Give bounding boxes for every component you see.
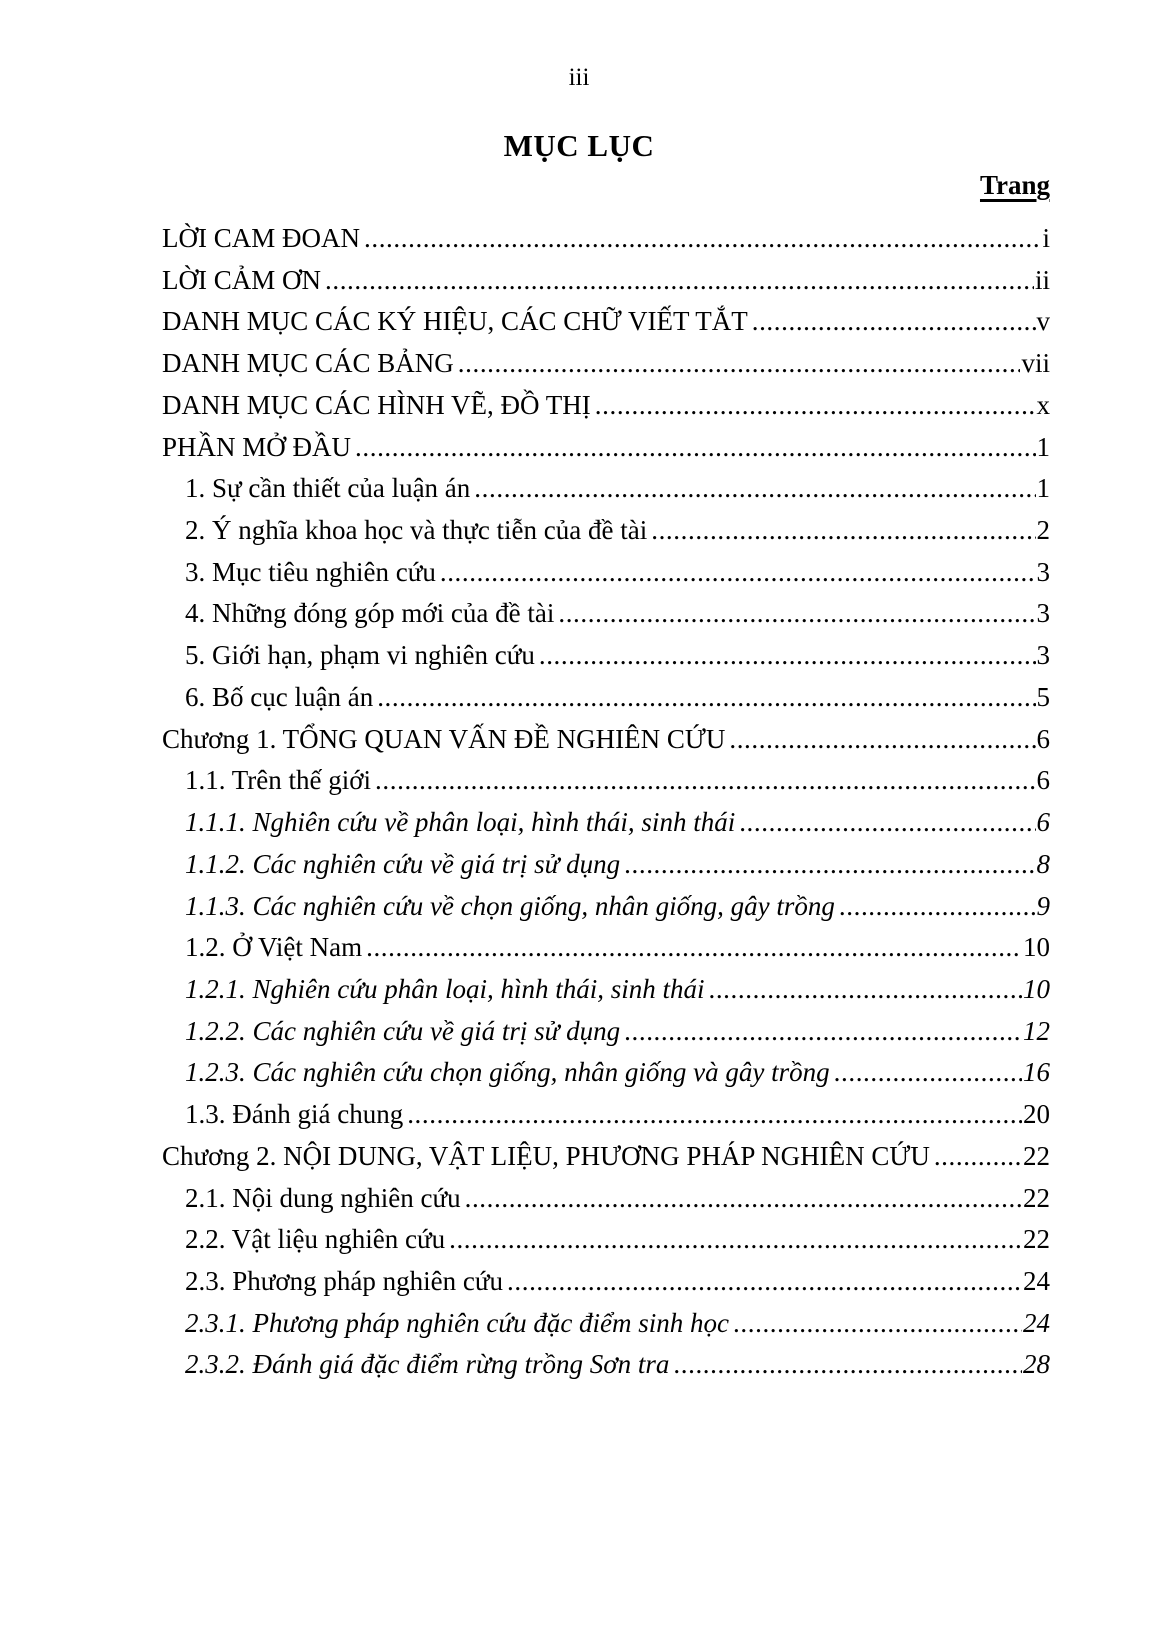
toc-entry bbox=[162, 260, 1050, 302]
toc-entry-page: 24 bbox=[1023, 1265, 1050, 1296]
toc-entry-page: 6 bbox=[1036, 765, 1050, 796]
toc-entry-label: 1.3. Đánh giá chung bbox=[185, 1099, 404, 1130]
toc-entry bbox=[162, 1178, 1050, 1220]
toc-leader-dots bbox=[673, 1344, 1022, 1386]
toc-entry bbox=[162, 802, 1050, 844]
toc-entry bbox=[162, 1261, 1050, 1303]
toc-entry-label: 2.3. Phương pháp nghiên cứu bbox=[185, 1265, 504, 1296]
toc-entry-page: x bbox=[1036, 389, 1050, 420]
toc-leader-dots bbox=[407, 1094, 1022, 1136]
toc-leader-dots bbox=[595, 385, 1036, 427]
toc-entry bbox=[162, 677, 1050, 719]
toc-entry-label: 1.1.3. Các nghiên cứu về chọn giống, nhân giống, gây trồng bbox=[185, 890, 835, 921]
toc-entry-label: DANH MỤC CÁC BẢNG bbox=[162, 348, 454, 379]
trang-header-label: Trang bbox=[979, 170, 1050, 200]
toc-entry bbox=[162, 886, 1050, 928]
toc-leader-dots bbox=[474, 468, 1035, 510]
toc-leader-dots bbox=[377, 677, 1035, 719]
toc-entry-label: 5. Giới hạn, phạm vi nghiên cứu bbox=[185, 640, 535, 671]
toc-leader-dots bbox=[440, 552, 1036, 594]
toc-leader-dots bbox=[624, 1011, 1022, 1053]
toc-entry-label: 2.2. Vật liệu nghiên cứu bbox=[185, 1224, 446, 1255]
toc-entry bbox=[162, 760, 1050, 802]
toc-entry-label: 1.1.1. Nghiên cứu về phân loại, hình thái, sinh thái bbox=[185, 807, 736, 838]
toc-entry bbox=[162, 385, 1050, 427]
toc-leader-dots bbox=[834, 1052, 1022, 1094]
toc-entry-page: 3 bbox=[1036, 640, 1050, 671]
toc-leader-dots bbox=[733, 1303, 1022, 1345]
page-column-header bbox=[162, 170, 1050, 201]
toc-entry-page: 6 bbox=[1036, 723, 1050, 754]
toc-entry bbox=[162, 593, 1050, 635]
toc-entry-page: ii bbox=[1034, 264, 1050, 295]
toc-entry-page: 1 bbox=[1036, 473, 1050, 504]
toc-leader-dots bbox=[355, 427, 1035, 469]
toc-entry-page: 12 bbox=[1023, 1015, 1050, 1046]
toc-entry-label: LỜI CẢM ƠN bbox=[162, 264, 321, 295]
toc-leader-dots bbox=[507, 1261, 1022, 1303]
toc-entry bbox=[162, 1052, 1050, 1094]
toc-leader-dots bbox=[651, 510, 1035, 552]
toc-entry-label: LỜI CAM ĐOAN bbox=[162, 223, 360, 253]
toc-entry-page: 5 bbox=[1036, 681, 1050, 712]
toc-leader-dots bbox=[539, 635, 1036, 677]
toc-entry-label: 2.1. Nội dung nghiên cứu bbox=[185, 1182, 461, 1213]
toc-entry-page: 20 bbox=[1023, 1099, 1050, 1130]
toc-entry-page: 3 bbox=[1036, 556, 1050, 587]
toc-leader-dots bbox=[739, 802, 1035, 844]
toc-leader-dots bbox=[752, 301, 1036, 343]
toc-leader-dots bbox=[839, 886, 1036, 928]
toc-entry-page: i bbox=[1042, 223, 1050, 253]
toc-entry bbox=[162, 1344, 1050, 1386]
toc-leader-dots bbox=[364, 218, 1041, 260]
toc-entry bbox=[162, 552, 1050, 594]
toc-entry-page: 16 bbox=[1023, 1057, 1050, 1088]
toc-entry-label: DANH MỤC CÁC HÌNH VẼ, ĐỒ THỊ bbox=[162, 389, 591, 420]
toc-leader-dots bbox=[934, 1136, 1022, 1178]
toc-entry-label: 1.2. Ở Việt Nam bbox=[185, 932, 363, 963]
toc-entry-label: 1.1.2. Các nghiên cứu về giá trị sử dụng bbox=[185, 848, 621, 879]
toc-entry-page: 10 bbox=[1023, 932, 1050, 963]
toc-entry-label: 6. Bố cục luận án bbox=[185, 681, 374, 712]
toc-leader-dots bbox=[366, 927, 1022, 969]
toc-entry bbox=[162, 218, 1050, 260]
toc-entry-label: 1.1. Trên thế giới bbox=[185, 765, 372, 796]
toc-leader-dots bbox=[449, 1219, 1022, 1261]
toc-entry bbox=[162, 510, 1050, 552]
page-title: MỤC LỤC bbox=[503, 128, 655, 163]
toc-entry-page: vii bbox=[1021, 348, 1050, 379]
toc-entry-label: 1.2.3. Các nghiên cứu chọn giống, nhân giống và gây trồng bbox=[185, 1057, 830, 1088]
table-of-contents bbox=[162, 218, 1050, 1386]
toc-entry-page: 22 bbox=[1023, 1182, 1050, 1213]
toc-entry-label: DANH MỤC CÁC KÝ HIỆU, CÁC CHỮ VIẾT TẮT bbox=[162, 306, 748, 337]
toc-entry bbox=[162, 927, 1050, 969]
toc-entry-label: Chương 2. NỘI DUNG, VẬT LIỆU, PHƯƠNG PHÁP NGHIÊN CỨU bbox=[162, 1140, 930, 1171]
toc-entry-page: 22 bbox=[1023, 1224, 1050, 1255]
toc-entry-label: PHẦN MỞ ĐẦU bbox=[162, 431, 352, 462]
toc-entry-label: 2.3.2. Đánh giá đặc điểm rừng trồng Sơn tra bbox=[185, 1349, 670, 1380]
toc-entry bbox=[162, 719, 1050, 761]
toc-entry bbox=[162, 301, 1050, 343]
toc-leader-dots bbox=[558, 593, 1035, 635]
toc-entry-label: 1.2.2. Các nghiên cứu về giá trị sử dụng bbox=[185, 1015, 621, 1046]
toc-entry-page: 2 bbox=[1036, 515, 1050, 546]
toc-entry-label: 1. Sự cần thiết của luận án bbox=[185, 473, 471, 504]
toc-entry-page: 22 bbox=[1023, 1140, 1050, 1171]
toc-entry-page: 8 bbox=[1036, 848, 1050, 879]
toc-leader-dots bbox=[624, 844, 1035, 886]
toc-leader-dots bbox=[375, 760, 1035, 802]
toc-entry bbox=[162, 427, 1050, 469]
page-number: iii bbox=[568, 64, 590, 91]
toc-entry bbox=[162, 1219, 1050, 1261]
toc-entry-label: 2.3.1. Phương pháp nghiên cứu đặc điểm sinh học bbox=[185, 1307, 730, 1338]
toc-entry-page: 1 bbox=[1036, 431, 1050, 462]
toc-entry-page: 28 bbox=[1023, 1349, 1050, 1380]
toc-entry bbox=[162, 844, 1050, 886]
toc-entry bbox=[162, 343, 1050, 385]
toc-entry bbox=[162, 1303, 1050, 1345]
toc-entry-page: v bbox=[1036, 306, 1050, 337]
toc-entry-page: 9 bbox=[1036, 890, 1050, 921]
toc-entry-page: 24 bbox=[1023, 1307, 1050, 1338]
toc-entry-page: 3 bbox=[1036, 598, 1050, 629]
toc-entry-label: Chương 1. TỔNG QUAN VẤN ĐỀ NGHIÊN CỨU bbox=[162, 723, 726, 754]
toc-entry-label: 3. Mục tiêu nghiên cứu bbox=[185, 556, 436, 587]
toc-entry-label: 2. Ý nghĩa khoa học và thực tiễn của đề tài bbox=[185, 515, 648, 546]
toc-entry-label: 1.2.1. Nghiên cứu phân loại, hình thái, sinh thái bbox=[185, 973, 705, 1004]
toc-entry-label: 4. Những đóng góp mới của đề tài bbox=[185, 598, 555, 629]
toc-leader-dots bbox=[465, 1178, 1022, 1220]
toc-entry bbox=[162, 468, 1050, 510]
toc-entry bbox=[162, 1094, 1050, 1136]
toc-leader-dots bbox=[729, 719, 1035, 761]
toc-entry bbox=[162, 1136, 1050, 1178]
toc-entry-page: 6 bbox=[1036, 807, 1050, 838]
toc-leader-dots bbox=[458, 343, 1021, 385]
toc-entry bbox=[162, 969, 1050, 1011]
toc-leader-dots bbox=[325, 260, 1034, 302]
toc-leader-dots bbox=[708, 969, 1022, 1011]
toc-entry bbox=[162, 1011, 1050, 1053]
toc-entry bbox=[162, 635, 1050, 677]
toc-entry-page: 10 bbox=[1023, 973, 1050, 1004]
